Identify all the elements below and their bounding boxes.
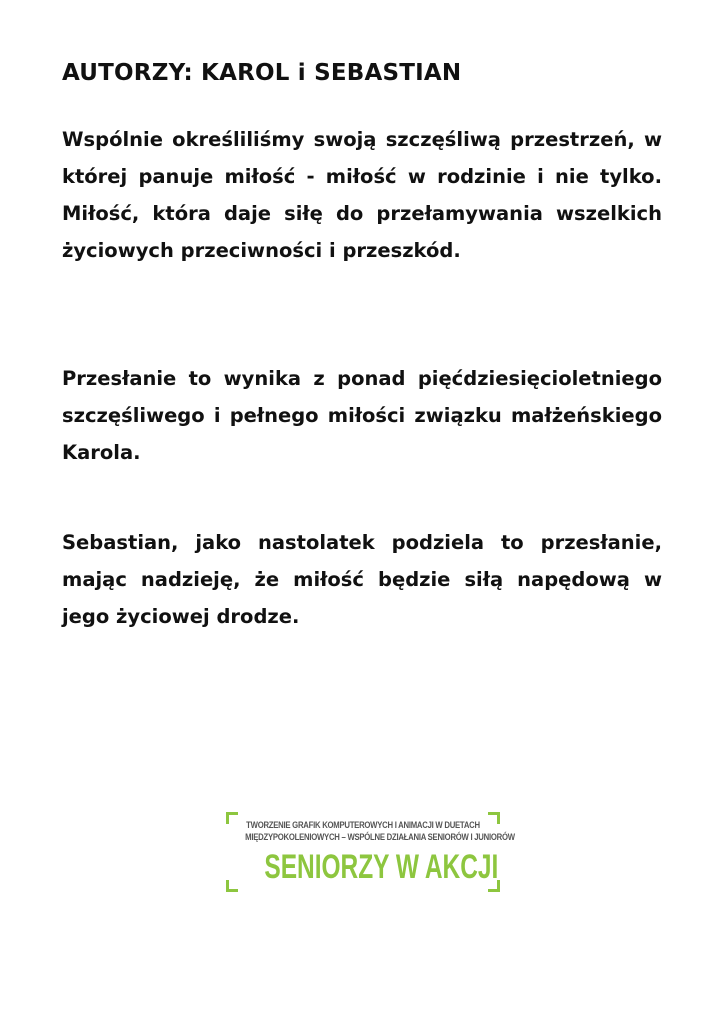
seniorzy-w-akcji-logo [226,812,515,892]
paragraph-3: Sebastian, jako nastolatek podziela to przesłanie, mając nadzieję, że miłość będzie siłą napędową w jego życiowej drodze. [62,531,662,628]
logo-main-text: SENIORZY W AKCJI [264,848,499,886]
logo-bracket-top-right [488,812,500,824]
logo-bracket-bottom-left [226,880,238,892]
logo-subtitle-line-2: MIĘDZYPOKOLENIOWYCH – WSPÓLNE DZIAŁANIA SENIORÓW I JUNIORÓW [245,832,515,842]
logo-bracket-top-left [226,812,238,824]
logo-subtitle-line-1: TWORZENIE GRAFIK KOMPUTEROWYCH I ANIMACJI W DUETACH [246,820,480,830]
page-title: AUTORZY: KAROL i SEBASTIAN [62,60,462,86]
paragraph-1: Wspólnie określiliśmy swoją szczęśliwą przestrzeń, w której panuje miłość - miłość w rodzinie i nie tylko. Miłość, która daje siłę do przełamywania wszelkich życiowych przeciwności i przeszkód. [62,128,662,262]
paragraph-2: Przesłanie to wynika z ponad pięćdziesięcioletniego szczęśliwego i pełnego miłości związku małżeńskiego Karola. [62,367,662,464]
